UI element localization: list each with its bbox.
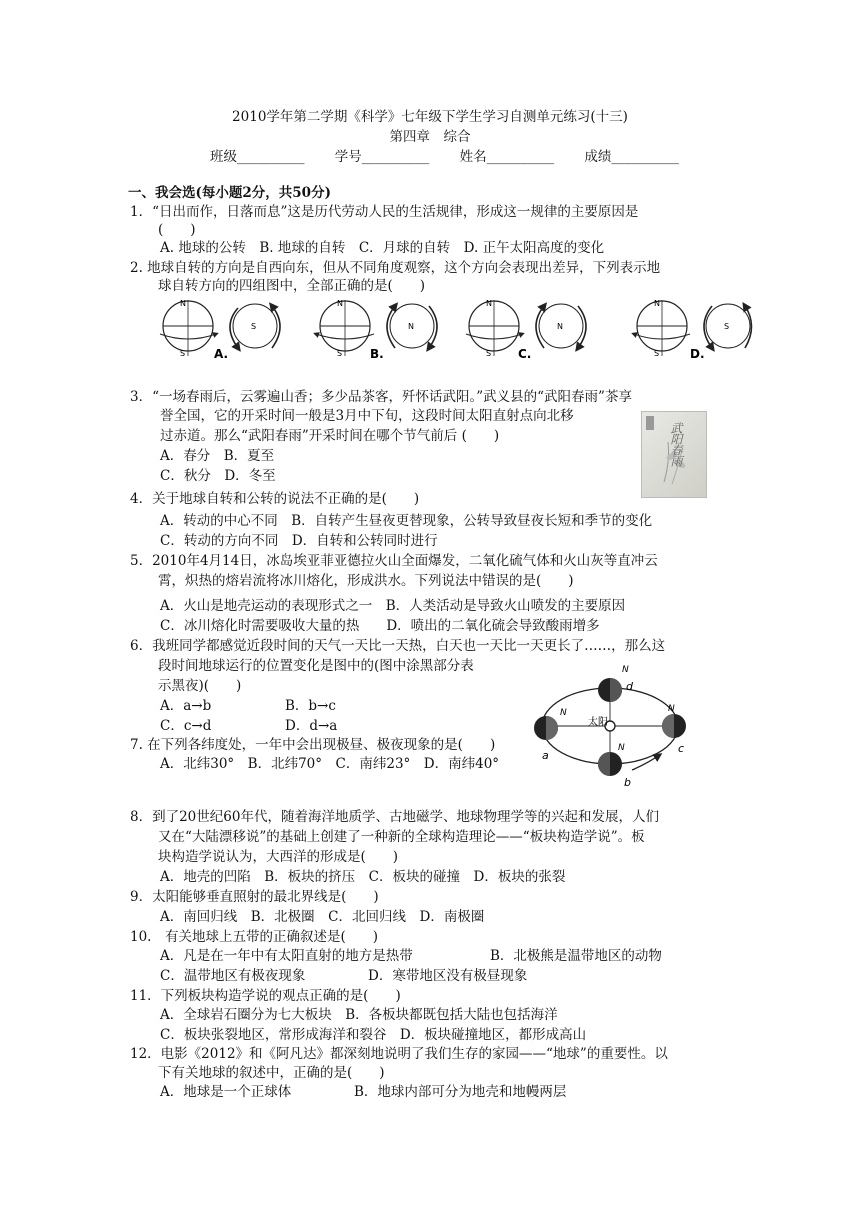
- q6-option-c: C．c→d: [160, 718, 212, 734]
- q10-option-a: A．凡是在一年中有太阳直射的地方是热带: [160, 948, 413, 964]
- svg-text:S: S: [180, 349, 186, 358]
- q2-option-c-figure: [466, 299, 586, 361]
- q1-options: A. 地球的公转 B. 地球的自转 C．月球的自转 D. 正午太阳高度的变化: [160, 240, 605, 256]
- svg-text:N: N: [654, 299, 660, 308]
- svg-text:N: N: [180, 299, 186, 308]
- q6-north-d: N: [622, 665, 629, 675]
- q12-stem-line2: 下有关地球的叙述中，正确的是( ): [158, 1065, 385, 1081]
- q7-stem: 7. 在下列各纬度处，一年中会出现极昼、极夜现象的是( ): [130, 737, 496, 753]
- q3-stem-line3: 过赤道。那么“武阳春雨”开采时间在哪个节气前后 ( ): [160, 428, 500, 444]
- q2-c-pole-label: N: [557, 322, 563, 331]
- q10-option-d: D．寒带地区没有极昼现象: [368, 968, 528, 984]
- q12-option-a: A．地球是一个正球体: [160, 1084, 292, 1100]
- q4-options-line1: A．转动的中心不同 B．自转产生昼夜更替现象，公转导致昼夜长短和季节的变化: [160, 513, 653, 529]
- q5-stem-line2: 霄，炽热的熔岩流将冰川熔化，形成洪水。下列说法中错误的是( ): [158, 573, 574, 589]
- q1-stem-line2: ( ): [158, 222, 196, 238]
- q2-label-a: A.: [214, 347, 229, 361]
- q12-option-b: B．地球内部可分为地壳和地幔两层: [354, 1084, 567, 1100]
- section-heading: 一、我会选(每小题2分，共50分): [128, 185, 331, 201]
- svg-text:N: N: [337, 299, 343, 308]
- q6-stem-line2: 段时间地球运行的位置变化是图中的(图中涂黑部分表: [158, 658, 474, 674]
- q11-options-line1: A．全球岩石圈分为七大板块 B．各板块都既包括大陆也包括海洋: [160, 1007, 558, 1023]
- q9-options: A．南回归线 B．北极圈 C．北回归线 D．南极圈: [160, 909, 485, 925]
- q9-stem: 9．太阳能够垂直照射的最北界线是( ): [130, 889, 379, 905]
- q3-stem-line1: 3．“一场春雨后，云雾遍山香；多少品茶客，歼怀话武阳。”武义县的“武阳春雨”茶享: [130, 389, 632, 405]
- score-field[interactable]: 成绩__________: [584, 149, 679, 165]
- q2-b-pole-label: N: [408, 322, 414, 331]
- q6-option-a: A．a→b: [160, 698, 212, 714]
- q10-option-c: C．温带地区有极夜现象: [160, 968, 306, 984]
- q3-stem-line2: 誉全国，它的开采时间一般是3月中下旬，这段时间太阳直射点向北移: [160, 408, 574, 424]
- q2-option-d-figure: [634, 299, 752, 361]
- q5-options-line2: C．冰川熔化时需要吸收大量的热 D．喷出的二氧化硫会导致酸雨增多: [160, 618, 600, 634]
- q4-options-line2: C．转动的方向不同 D．自转和公转同时进行: [160, 533, 438, 549]
- q6-stem-line1: 6．我班同学都感觉近段时间的天气一天比一天热，白天也一天比一天更长了……，那么这: [130, 638, 666, 654]
- q6-orbit-figure: [528, 660, 700, 792]
- q6-north-b: N: [618, 743, 625, 753]
- q6-option-d: D．d→a: [285, 718, 338, 734]
- q6-pos-d: d: [626, 680, 633, 693]
- q12-stem-line1: 12．电影《2012》和《阿凡达》都深刻地说明了我们生存的家园——“地球”的重要性。以: [130, 1046, 668, 1062]
- q1-stem-line1: 1．“日出而作，日落而息”这是历代劳动人民的生活规律，形成这一规律的主要原因是: [130, 204, 639, 220]
- q8-options: A．地壳的凹陷 B．板块的挤压 C．板块的碰撞 D．板块的张裂: [160, 869, 566, 885]
- q6-pos-a: a: [542, 749, 549, 762]
- q7-options: A．北纬30° B．北纬70° C．南纬23° D．南纬40°: [160, 756, 500, 772]
- page-subtitle: 第四章 综合: [389, 129, 471, 145]
- name-field[interactable]: 姓名__________: [459, 149, 555, 165]
- q5-stem-line1: 5．2010年4月14日，冰岛埃亚菲亚德拉火山全面爆发，二氧化硫气体和火山灰等直冲云: [130, 553, 658, 569]
- q3-options-line1: A．春分 B．夏至: [160, 448, 275, 464]
- class-field[interactable]: 班级__________: [210, 149, 305, 165]
- svg-text:S: S: [337, 349, 343, 358]
- student-number-field[interactable]: 学号__________: [334, 149, 430, 165]
- q6-pos-b: b: [624, 776, 631, 789]
- q11-stem: 11．下列板块构造学说的观点正确的是( ): [130, 988, 401, 1004]
- tea-package-image: [641, 411, 707, 498]
- q2-stem-line1: 2. 地球自转的方向是自西向东，但从不同角度观察，这个方向会表现出差异，下列表示地: [130, 260, 661, 276]
- q6-stem-line3: 示黑夜)( ): [158, 678, 242, 694]
- q10-stem: 10. 有关地球上五带的正确叙述是( ): [130, 929, 379, 945]
- page-title: 2010学年第二学期《科学》七年级下学生学习自测单元练习(十三): [232, 109, 628, 125]
- q2-label-b: B.: [370, 347, 384, 361]
- student-info-fields: [210, 148, 705, 166]
- svg-text:S: S: [654, 349, 660, 358]
- tea-package-text: 武阳春雨: [669, 422, 683, 466]
- q2-a-pole-label: S: [251, 322, 257, 331]
- q2-label-d: D.: [690, 347, 705, 361]
- q3-options-line2: C．秋分 D．冬至: [160, 468, 276, 484]
- q2-label-c: C.: [518, 347, 532, 361]
- q8-stem-line1: 8．到了20世纪60年代，随着海洋地质学、古地磁学、地球物理学等的兴起和发展，人们: [130, 809, 659, 825]
- svg-text:N: N: [486, 299, 492, 308]
- q2-option-b-figure: [316, 299, 437, 361]
- q8-stem-line2: 又在“大陆漂移说”的基础上创建了一种新的全球构造理论——“板块构造学说”。板: [158, 829, 645, 845]
- svg-text:S: S: [486, 349, 492, 358]
- q6-north-c: N: [668, 704, 675, 714]
- q5-options-line1: A．火山是地壳运动的表现形式之一 B．人类活动是导致火山喷发的主要原因: [160, 598, 626, 614]
- q6-pos-c: c: [678, 742, 685, 755]
- q2-rotation-figure: [150, 298, 760, 366]
- q2-option-a-figure: [160, 299, 280, 361]
- q6-north-a: N: [560, 708, 567, 718]
- q2-d-pole-label: S: [724, 322, 730, 331]
- q11-options-line2: C．板块张裂地区，常形成海洋和裂谷 D．板块碰撞地区，都形成高山: [160, 1027, 587, 1043]
- q6-sun-label: 太阳: [588, 717, 608, 728]
- q10-option-b: B．北极熊是温带地区的动物: [490, 948, 662, 964]
- q2-stem-line2: 球自转方向的四组图中，全部正确的是( ): [158, 278, 426, 294]
- q8-stem-line3: 块构造学说认为，大西洋的形成是( ): [158, 849, 399, 865]
- q4-stem: 4．关于地球自转和公转的说法不正确的是( ): [130, 491, 420, 507]
- q6-option-b: B．b→c: [285, 698, 336, 714]
